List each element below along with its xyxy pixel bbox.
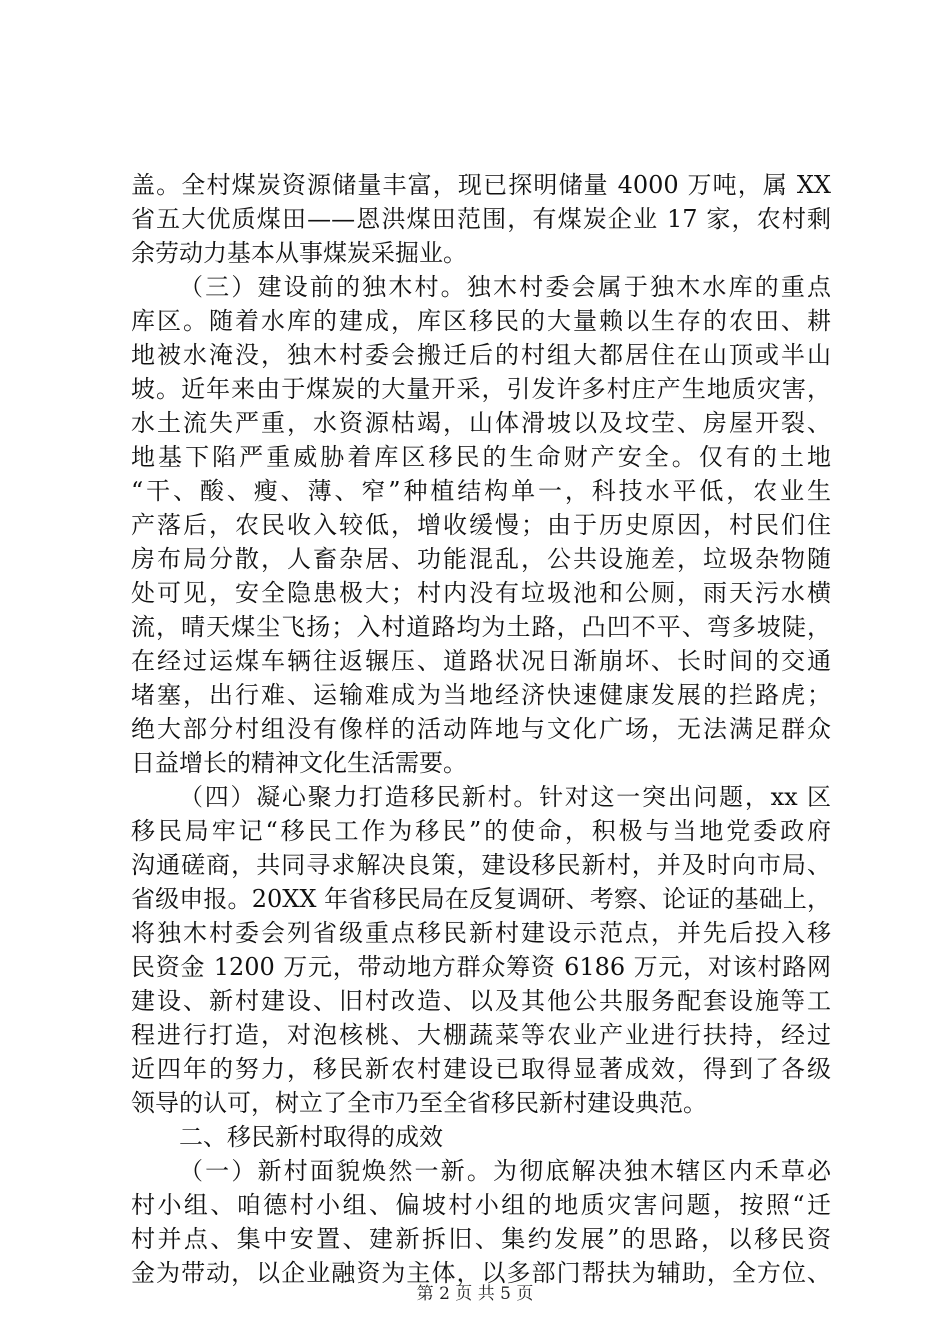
text-line: 流，晴天煤尘飞扬；入村道路均为土路，凸凹不平、弯多坡陡， [131, 613, 831, 641]
text-line: “干、酸、瘦、薄、窄”种植结构单一，科技水平低，农业生 [131, 477, 831, 505]
paragraph-build-new-village [131, 780, 831, 1120]
text-line: 房布局分散，人畜杂居、功能混乱，公共设施差，垃圾杂物随 [131, 545, 831, 573]
text-line: 地基下陷严重威胁着库区移民的生命财产安全。仅有的土地 [131, 443, 831, 471]
text-line: 村并点、集中安置、建新拆旧、集约发展”的思路，以移民资 [131, 1225, 831, 1253]
document-body [131, 168, 831, 1290]
text-line: 产落后，农民收入较低，增收缓慢；由于历史原因，村民们住 [131, 511, 831, 539]
page-number: 第 2 页 共 5 页 [416, 1284, 534, 1304]
text-line: （三）建设前的独木村。独木村委会属于独木水库的重点 [179, 273, 831, 301]
text-line: （一）新村面貌焕然一新。为彻底解决独木辖区内禾草必 [179, 1157, 831, 1185]
text-line: 处可见，安全隐患极大；村内没有垃圾池和公厕，雨天污水横 [131, 579, 831, 607]
text-line: 坡。近年来由于煤炭的大量开采，引发许多村庄产生地质灾害， [131, 375, 831, 403]
heading-achievements: 二、移民新村取得的成效 [179, 1123, 443, 1151]
text-line: 民资金 1200 万元，带动地方群众筹资 6186 万元，对该村路网 [131, 953, 831, 981]
text-line: 领导的认可，树立了全市乃至全省移民新村建设典范。 [131, 1089, 707, 1117]
text-line: 省级申报。20XX 年省移民局在反复调研、考察、论证的基础上， [131, 885, 831, 913]
paragraph-before-construction [131, 270, 831, 780]
text-line: 省五大优质煤田——恩洪煤田范围，有煤炭企业 17 家，农村剩 [131, 205, 831, 233]
text-line: 盖。全村煤炭资源储量丰富，现已探明储量 4000 万吨，属 XX [131, 171, 831, 199]
paragraph-coal-resources [131, 168, 831, 270]
text-line: 沟通磋商，共同寻求解决良策，建设移民新村，并及时向市局、 [131, 851, 831, 879]
text-line: 程进行打造，对泡核桃、大棚蔬菜等农业产业进行扶持，经过 [131, 1021, 831, 1049]
text-line: 金为带动，以企业融资为主体，以多部门帮扶为辅助，全方位、 [131, 1259, 831, 1287]
text-line: （四）凝心聚力打造移民新村。针对这一突出问题，xx 区 [179, 783, 831, 811]
text-line: 水土流失严重，水资源枯竭，山体滑坡以及坟茔、房屋开裂、 [131, 409, 831, 437]
text-line: 在经过运煤车辆往返辗压、道路状况日渐崩坏、长时间的交通 [131, 647, 831, 675]
text-line: 绝大部分村组没有像样的活动阵地与文化广场，无法满足群众 [131, 715, 831, 743]
text-line: 堵塞，出行难、运输难成为当地经济快速健康发展的拦路虎； [131, 681, 831, 709]
text-line: 近四年的努力，移民新农村建设已取得显著成效，得到了各级 [131, 1055, 831, 1083]
text-line: 日益增长的精神文化生活需要。 [131, 749, 467, 777]
text-line: 将独木村委会列省级重点移民新村建设示范点，并先后投入移 [131, 919, 831, 947]
text-line: 移民局牢记“移民工作为移民”的使命，积极与当地党委政府 [131, 817, 831, 845]
section-heading [131, 1120, 831, 1154]
text-line: 村小组、咱德村小组、偏坡村小组的地质灾害问题，按照“迁 [131, 1191, 831, 1219]
text-line: 库区。随着水库的建成，库区移民的大量赖以生存的农田、耕 [131, 307, 831, 335]
text-line: 地被水淹没，独木村委会搬迁后的村组大都居住在山顶或半山 [131, 341, 831, 369]
paragraph-new-village-appearance [131, 1154, 831, 1290]
text-line: 建设、新村建设、旧村改造、以及其他公共服务配套设施等工 [131, 987, 831, 1015]
text-line: 余劳动力基本从事煤炭采掘业。 [131, 239, 467, 267]
